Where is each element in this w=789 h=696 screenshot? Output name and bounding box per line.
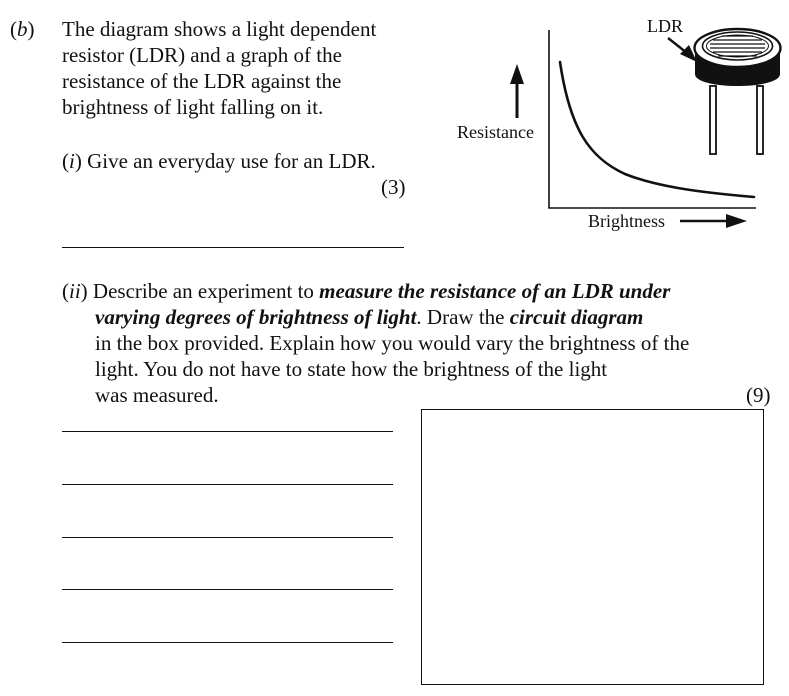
- sub-question-ii-line-2: varying degrees of brightness of light. Draw the circuit diagram: [95, 305, 644, 329]
- intro-line-1: The diagram shows a light dependent: [62, 17, 377, 41]
- ldr-component-icon: [695, 29, 781, 154]
- intro-line-3: resistance of the LDR against the: [62, 69, 342, 93]
- marks-i: (3): [381, 175, 406, 199]
- answer-line-ii-3[interactable]: [62, 537, 393, 538]
- answer-line-ii-4[interactable]: [62, 589, 393, 590]
- part-label: (b): [10, 17, 35, 41]
- answer-line-ii-1[interactable]: [62, 431, 393, 432]
- marks-ii: (9): [746, 383, 771, 407]
- arrow-up-icon: [510, 64, 524, 118]
- answer-line-ii-2[interactable]: [62, 484, 393, 485]
- ldr-label: LDR: [647, 16, 683, 36]
- circuit-diagram-box[interactable]: [421, 409, 764, 685]
- sub-question-i: (i) Give an everyday use for an LDR.: [62, 149, 376, 173]
- sub-question-ii-line-3: in the box provided. Explain how you would vary the brightness of the: [95, 331, 690, 355]
- sub-question-ii-line-1: (ii) Describe an experiment to measure the resistance of an LDR under: [62, 279, 671, 303]
- sub-question-ii-line-4: light. You do not have to state how the brightness of the light: [95, 357, 608, 381]
- answer-line-i[interactable]: [62, 247, 404, 248]
- answer-line-ii-5[interactable]: [62, 642, 393, 643]
- sub-question-ii-line-5: was measured.: [95, 383, 219, 407]
- intro-line-4: brightness of light falling on it.: [62, 95, 324, 119]
- ldr-diagram: [440, 0, 789, 240]
- ldr-pointer-arrow-icon: [668, 38, 697, 62]
- x-axis-label: Brightness: [588, 211, 666, 231]
- y-axis-label: Resistance: [457, 122, 534, 142]
- arrow-right-icon: [680, 214, 747, 228]
- intro-line-2: resistor (LDR) and a graph of the: [62, 43, 342, 67]
